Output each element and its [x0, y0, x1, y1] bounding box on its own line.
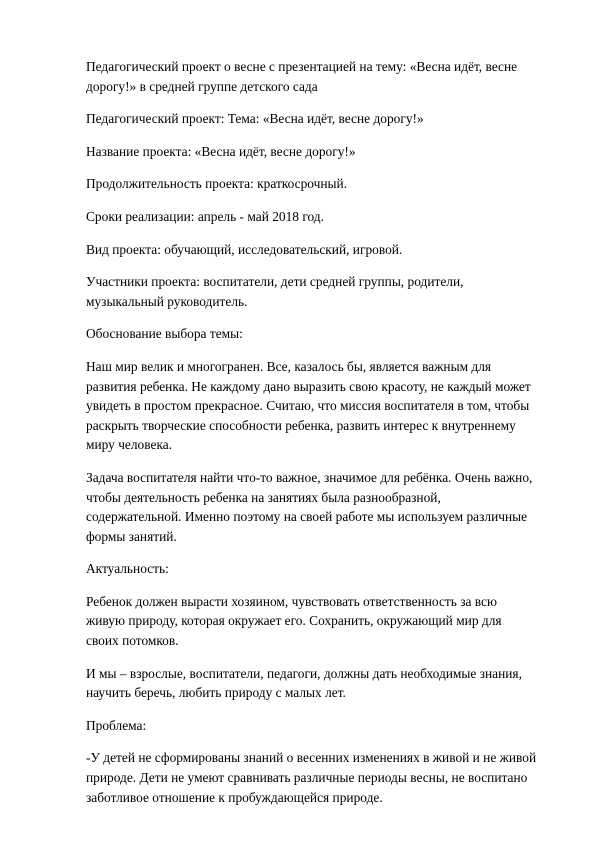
paragraph-duration — [86, 174, 556, 194]
paragraph-teacher-task — [86, 468, 556, 546]
document-body — [86, 57, 556, 820]
text-line: -У детей не сформированы знаний о весенних изменениях в живой и не живой — [86, 750, 537, 766]
text-line: чтобы деятельность ребенка на занятиях была разнообразной, — [86, 489, 441, 505]
text-line: И мы – взрослые, воспитатели, педагоги, должны дать необходимые знания, — [86, 665, 522, 681]
text-line: развития ребенка. Не каждому дано выразить свою красоту, не каждый может — [86, 378, 531, 394]
paragraph-relevance — [86, 592, 556, 651]
text-line: Сроки реализации: апрель - май 2018 год. — [86, 208, 324, 224]
text-line: содержательной. Именно поэтому на своей работе мы используем различные — [86, 509, 528, 525]
text-line: Актуальность: — [86, 561, 169, 577]
text-line: Педагогический проект: Тема: «Весна идёт, весне дорогу!» — [86, 111, 424, 127]
text-line: раскрыть творческие способности ребенка, развить интерес к внутреннему — [86, 417, 516, 433]
text-line: Продолжительность проекта: краткосрочный. — [86, 176, 348, 192]
paragraph-justification — [86, 357, 556, 455]
text-line: природе. Дети не умеют сравнивать различные периоды весны, не воспитано — [86, 770, 528, 786]
text-line: дорогу!» в средней группе детского сада — [86, 78, 318, 94]
text-line: увидеть в простом прекрасное. Считаю, что миссия воспитателя в том, чтобы — [86, 398, 530, 414]
text-line: Название проекта: «Весна идёт, весне дорогу!» — [86, 143, 356, 159]
text-line: своих потомков. — [86, 633, 179, 649]
paragraph-dates — [86, 207, 556, 227]
text-line: Проблема: — [86, 717, 147, 733]
paragraph-title — [86, 57, 556, 96]
text-line: заботливое отношение к пробуждающейся природе. — [86, 789, 383, 805]
text-line: живую природу, которая окружает его. Сохранить, окружающий мир для — [86, 613, 502, 629]
heading-relevance — [86, 559, 556, 579]
text-line: Ребенок должен вырасти хозяином, чувствовать ответственность за всю — [86, 593, 497, 609]
text-line: научить беречь, любить природу с малых лет. — [86, 685, 346, 701]
paragraph-project-name — [86, 142, 556, 162]
text-line: формы занятий. — [86, 528, 177, 544]
paragraph-project-type — [86, 240, 556, 260]
text-line: Задача воспитателя найти что-то важное, значимое для ребёнка. Очень важно, — [86, 469, 533, 485]
paragraph-problem — [86, 748, 556, 807]
text-line: Наш мир велик и многогранен. Все, казалось бы, является важным для — [86, 358, 492, 374]
text-line: Вид проекта: обучающий, исследовательский, игровой. — [86, 241, 403, 257]
text-line: Обоснование выбора темы: — [86, 326, 243, 342]
paragraph-participants — [86, 272, 556, 311]
paragraph-project-theme — [86, 109, 556, 129]
text-line: Педагогический проект о весне с презентацией на тему: «Весна идёт, весне — [86, 59, 518, 74]
heading-problem — [86, 716, 556, 736]
heading-justification — [86, 324, 556, 344]
paragraph-adults-role — [86, 664, 556, 703]
text-line: музыкальный руководитель. — [86, 293, 248, 309]
text-line: миру человека. — [86, 437, 173, 453]
text-line: Участники проекта: воспитатели, дети средней группы, родители, — [86, 274, 464, 290]
